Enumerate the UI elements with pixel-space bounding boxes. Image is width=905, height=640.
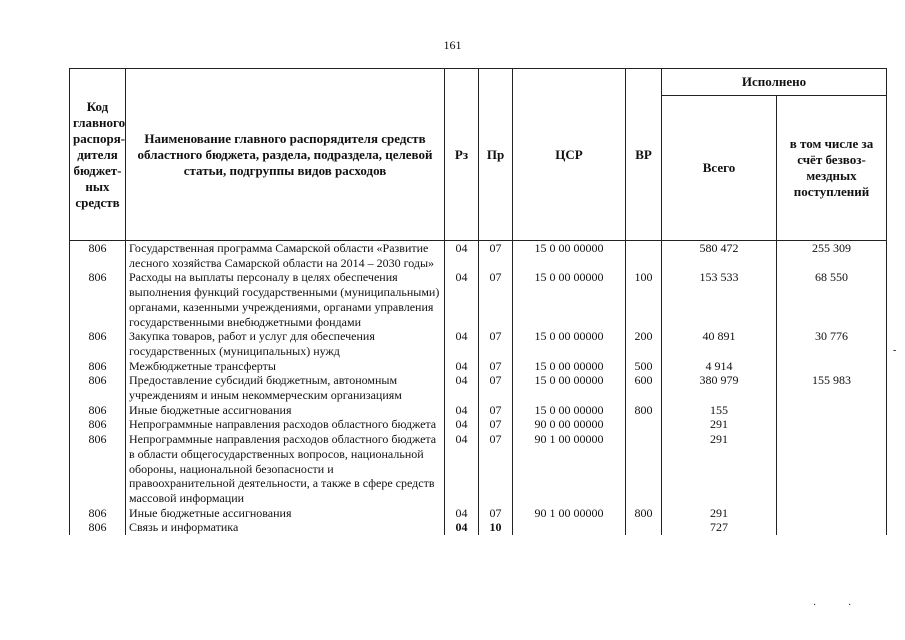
table-row	[70, 373, 887, 402]
cell-total: 291	[662, 432, 777, 506]
cell-total: 380 979	[662, 373, 777, 402]
scan-dot: ·	[848, 600, 852, 611]
cell-name: Межбюджетные трансферты	[126, 359, 445, 374]
cell-name: Связь и информатика	[126, 520, 445, 535]
cell-vr: 500	[626, 359, 662, 374]
cell-gratuitous	[777, 359, 887, 374]
cell-total: 153 533	[662, 270, 777, 329]
cell-gratuitous: 30 776	[777, 329, 887, 358]
cell-gratuitous: 255 309	[777, 241, 887, 271]
cell-code: 806	[70, 417, 126, 432]
header-total: Всего	[662, 96, 777, 241]
cell-pr: 07	[479, 417, 513, 432]
cell-name: Непрограммные направления расходов областного бюджета	[126, 417, 445, 432]
cell-rz: 04	[445, 241, 479, 271]
cell-code: 806	[70, 432, 126, 506]
table-row	[70, 270, 887, 329]
cell-name: Предоставление субсидий бюджетным, автономным учреждениям и иным некоммерческим организациям	[126, 373, 445, 402]
table-row	[70, 359, 887, 374]
table-row	[70, 520, 887, 535]
table-row	[70, 432, 887, 506]
cell-code: 806	[70, 241, 126, 271]
cell-rz: 04	[445, 432, 479, 506]
table-row	[70, 506, 887, 521]
cell-rz: 04	[445, 270, 479, 329]
cell-code: 806	[70, 520, 126, 535]
table-row	[70, 417, 887, 432]
table-row	[70, 329, 887, 358]
cell-rz: 04	[445, 373, 479, 402]
cell-total: 291	[662, 506, 777, 521]
cell-csr: 90 1 00 00000	[513, 432, 626, 506]
cell-code: 806	[70, 506, 126, 521]
cell-name: Расходы на выплаты персоналу в целях обеспечения выполнения функций государственными (муниципальными) органами, казенными учреждениями, органами управления государственными внебюджетными фондами	[126, 270, 445, 329]
cell-pr: 10	[479, 520, 513, 535]
cell-gratuitous	[777, 432, 887, 506]
header-name: Наименование главного распорядителя средств областного бюджета, раздела, подраздела, целевой статьи, подгруппы видов расходов	[126, 69, 445, 241]
cell-csr: 15 0 00 00000	[513, 359, 626, 374]
cell-rz: 04	[445, 403, 479, 418]
cell-code: 806	[70, 403, 126, 418]
cell-name: Иные бюджетные ассигнования	[126, 506, 445, 521]
cell-code: 806	[70, 329, 126, 358]
cell-vr: 200	[626, 329, 662, 358]
cell-pr: 07	[479, 506, 513, 521]
cell-vr	[626, 417, 662, 432]
cell-gratuitous: 155 983	[777, 373, 887, 402]
cell-gratuitous	[777, 403, 887, 418]
cell-csr: 15 0 00 00000	[513, 403, 626, 418]
cell-total: 580 472	[662, 241, 777, 271]
page-number: 161	[443, 38, 462, 52]
cell-pr: 07	[479, 270, 513, 329]
cell-pr: 07	[479, 432, 513, 506]
scan-dot: ·	[813, 600, 817, 611]
header-executed: Исполнено	[662, 69, 887, 96]
cell-vr: 100	[626, 270, 662, 329]
cell-gratuitous: 68 550	[777, 270, 887, 329]
budget-table	[69, 68, 887, 535]
cell-total: 291	[662, 417, 777, 432]
cell-csr: 15 0 00 00000	[513, 270, 626, 329]
cell-gratuitous	[777, 506, 887, 521]
cell-pr: 07	[479, 241, 513, 271]
cell-csr	[513, 520, 626, 535]
cell-name: Государственная программа Самарской области «Развитие лесного хозяйства Самарской области на 2014 – 2030 годы»	[126, 241, 445, 271]
cell-pr: 07	[479, 359, 513, 374]
cell-code: 806	[70, 359, 126, 374]
cell-total: 40 891	[662, 329, 777, 358]
cell-vr	[626, 520, 662, 535]
cell-csr: 90 1 00 00000	[513, 506, 626, 521]
table-body	[70, 241, 887, 536]
cell-pr: 07	[479, 329, 513, 358]
cell-csr: 15 0 00 00000	[513, 373, 626, 402]
cell-total: 155	[662, 403, 777, 418]
cell-rz: 04	[445, 417, 479, 432]
header-csr: ЦСР	[513, 69, 626, 241]
cell-rz: 04	[445, 506, 479, 521]
cell-vr: 800	[626, 506, 662, 521]
cell-pr: 07	[479, 403, 513, 418]
cell-rz: 04	[445, 520, 479, 535]
cell-name: Непрограммные направления расходов областного бюджета в области общегосударственных вопросов, национальной обороны, национальной безопасности и правоохранительной деятельности, а также в сфере средств массовой информации	[126, 432, 445, 506]
cell-vr: 600	[626, 373, 662, 402]
cell-name: Иные бюджетные ассигнования	[126, 403, 445, 418]
header-vr: ВР	[626, 69, 662, 241]
cell-code: 806	[70, 373, 126, 402]
header-pr: Пр	[479, 69, 513, 241]
cell-vr	[626, 241, 662, 271]
cell-rz: 04	[445, 359, 479, 374]
scan-dash: -	[893, 345, 897, 356]
table-row	[70, 241, 887, 271]
cell-rz: 04	[445, 329, 479, 358]
cell-gratuitous	[777, 520, 887, 535]
header-gratuitous: в том числе за счёт безвоз-мездных поступлений	[777, 96, 887, 241]
cell-code: 806	[70, 270, 126, 329]
cell-name: Закупка товаров, работ и услуг для обеспечения государственных (муниципальных) нужд	[126, 329, 445, 358]
cell-total: 4 914	[662, 359, 777, 374]
header-rz: Рз	[445, 69, 479, 241]
cell-csr: 15 0 00 00000	[513, 329, 626, 358]
table-row	[70, 403, 887, 418]
cell-pr: 07	[479, 373, 513, 402]
cell-gratuitous	[777, 417, 887, 432]
cell-vr: 800	[626, 403, 662, 418]
header-code: Код главного распоря-дителя бюджет-ных средств	[70, 69, 126, 241]
cell-total: 727	[662, 520, 777, 535]
cell-csr: 15 0 00 00000	[513, 241, 626, 271]
cell-csr: 90 0 00 00000	[513, 417, 626, 432]
cell-vr	[626, 432, 662, 506]
